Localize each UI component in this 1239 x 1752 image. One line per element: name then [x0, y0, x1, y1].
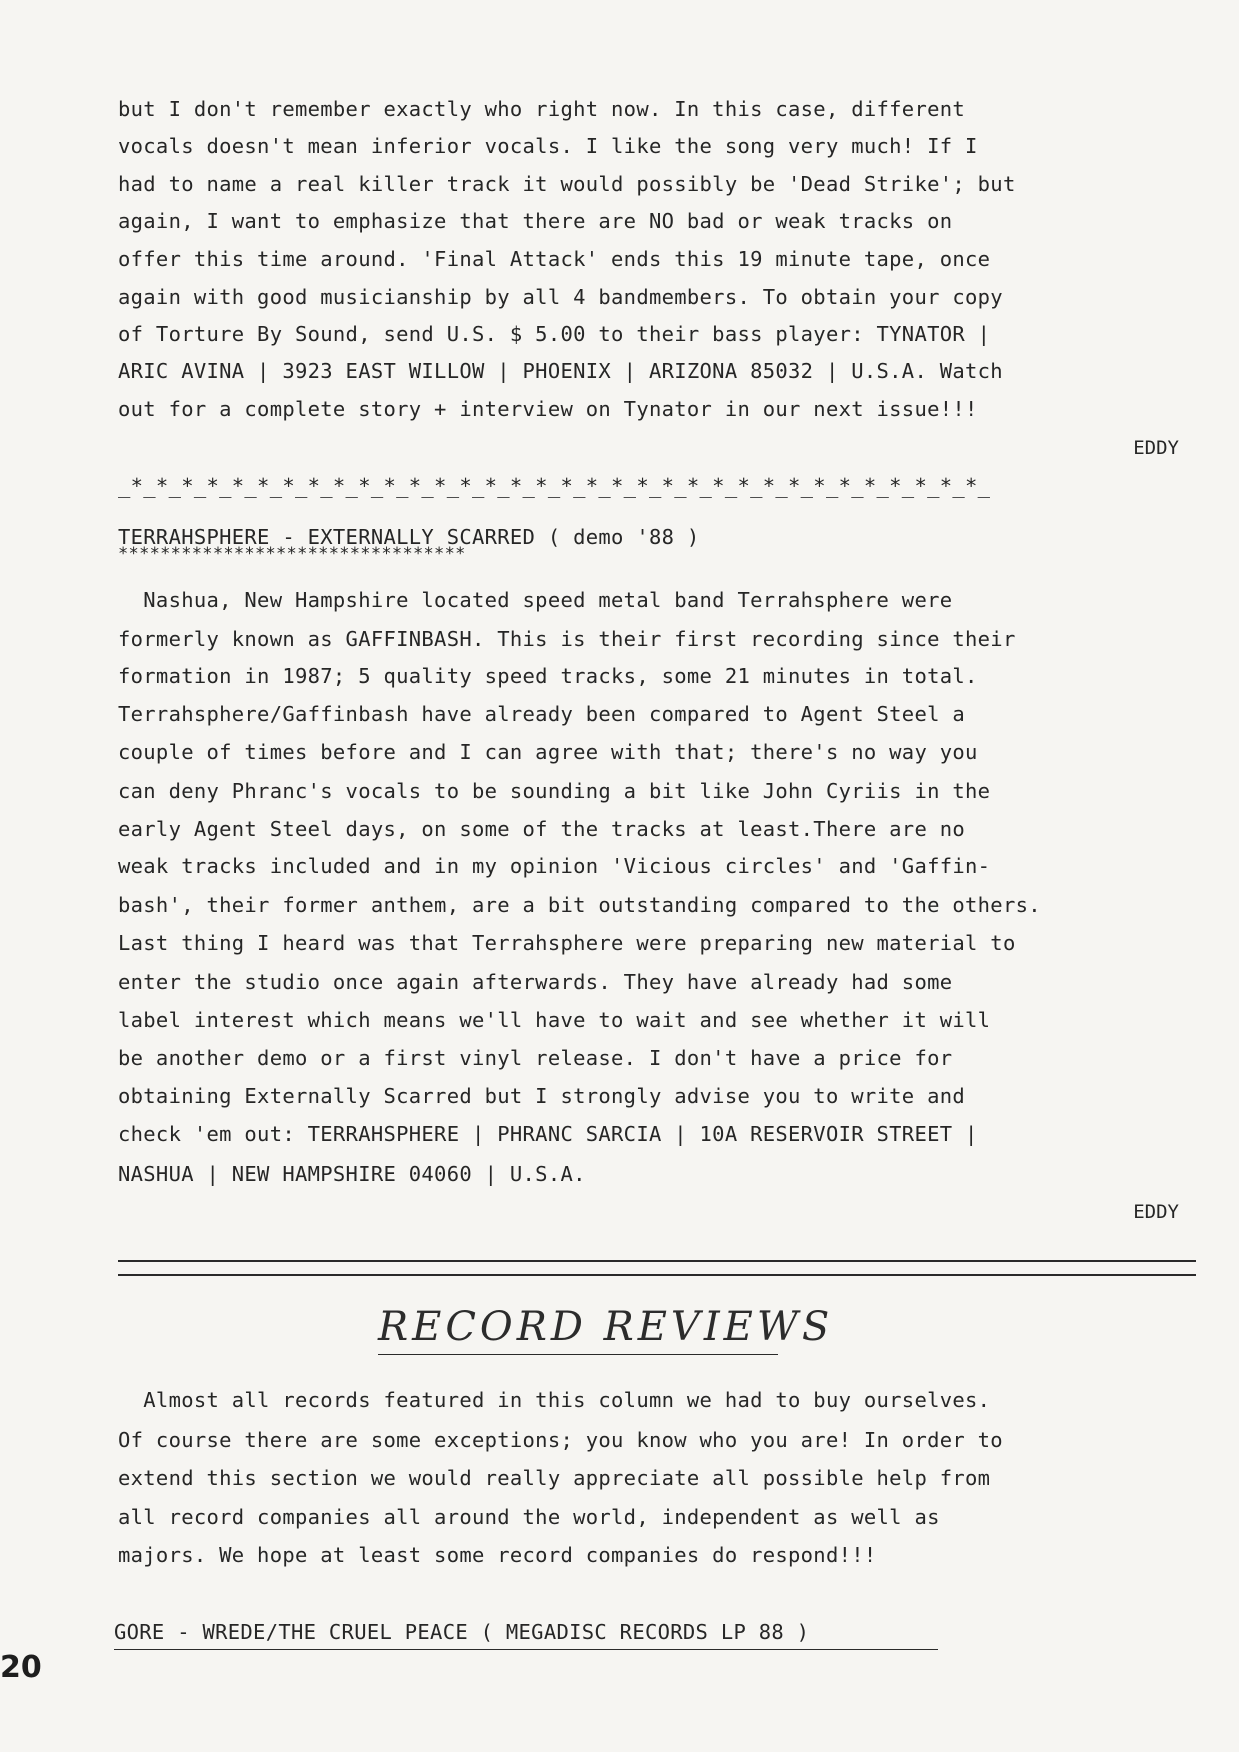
- text-line: formerly known as GAFFINBASH. This is their first recording since their: [118, 627, 1016, 651]
- text-line: weak tracks included and in my opinion 'Vicious circles' and 'Gaffin-: [118, 854, 991, 878]
- text-line: Terrahsphere/Gaffinbash have already been compared to Agent Steel a: [118, 702, 966, 726]
- text-line: Almost all records featured in this column we had to buy ourselves.: [118, 1388, 991, 1412]
- text-line: check 'em out: TERRAHSPHERE | PHRANC SARCIA | 10A RESERVOIR STREET |: [118, 1122, 978, 1146]
- section-separator: _*_*_*_*_*_*_*_*_*_*_*_*_*_*_*_*_*_*_*_*_*_*_*_*_*_*_*_*_*_*_*_*_*_*_: [118, 474, 991, 498]
- text-line: out for a complete story + interview on Tynator in our next issue!!!: [118, 397, 978, 421]
- text-line: majors. We hope at least some record companies do respond!!!: [118, 1543, 877, 1567]
- text-line: vocals doesn't mean inferior vocals. I like the song very much! If I: [118, 134, 978, 158]
- divider-line: [118, 1274, 1196, 1276]
- review-title-underline: *********************************: [118, 544, 466, 564]
- text-line: again with good musicianship by all 4 bandmembers. To obtain your copy: [118, 285, 1003, 309]
- text-line: Of course there are some exceptions; you know who you are! In order to: [118, 1428, 1003, 1452]
- review-title: TERRAHSPHERE - EXTERNALLY SCARRED ( demo '88 ): [118, 525, 700, 549]
- text-line: Last thing I heard was that Terrahsphere were preparing new material to: [118, 931, 1016, 955]
- text-line: NASHUA | NEW HAMPSHIRE 04060 | U.S.A.: [118, 1162, 586, 1186]
- text-line: Nashua, New Hampshire located speed metal band Terrahsphere were: [118, 588, 953, 612]
- text-line: offer this time around. 'Final Attack' ends this 19 minute tape, once: [118, 247, 991, 271]
- text-line: but I don't remember exactly who right now. In this case, different: [118, 97, 966, 121]
- text-line: obtaining Externally Scarred but I strongly advise you to write and: [118, 1084, 966, 1108]
- text-line: again, I want to emphasize that there are NO bad or weak tracks on: [118, 209, 953, 233]
- text-line: had to name a real killer track it would possibly be 'Dead Strike'; but: [118, 172, 1016, 196]
- page-number: 20: [0, 1650, 42, 1685]
- text-line: label interest which means we'll have to wait and see whether it will: [118, 1008, 991, 1032]
- text-line: early Agent Steel days, on some of the tracks at least.There are no: [118, 817, 966, 841]
- text-line: bash', their former anthem, are a bit outstanding compared to the others.: [118, 893, 1041, 917]
- text-line: be another demo or a first vinyl release. I don't have a price for: [118, 1046, 953, 1070]
- divider-line: [118, 1260, 1196, 1262]
- text-line: ARIC AVINA | 3923 EAST WILLOW | PHOENIX | ARIZONA 85032 | U.S.A. Watch: [118, 359, 1003, 383]
- text-line: of Torture By Sound, send U.S. $ 5.00 to their bass player: TYNATOR |: [118, 322, 991, 346]
- review-title: GORE - WREDE/THE CRUEL PEACE ( MEGADISC RECORDS LP 88 ): [114, 1620, 810, 1644]
- text-line: enter the studio once again afterwards. They have already had some: [118, 970, 953, 994]
- text-line: can deny Phranc's vocals to be sounding a bit like John Cyriis in the: [118, 779, 991, 803]
- text-line: formation in 1987; 5 quality speed tracks, some 21 minutes in total.: [118, 664, 978, 688]
- text-line: extend this section we would really appreciate all possible help from: [118, 1466, 991, 1490]
- review-title-underline: [114, 1649, 938, 1650]
- section-heading: RECORD REVIEWS: [378, 1304, 834, 1350]
- text-line: couple of times before and I can agree with that; there's no way you: [118, 740, 978, 764]
- reviewer-signature: EDDY: [1133, 437, 1179, 459]
- heading-underline: [378, 1354, 778, 1355]
- reviewer-signature: EDDY: [1133, 1201, 1179, 1223]
- text-line: all record companies all around the world, independent as well as: [118, 1505, 940, 1529]
